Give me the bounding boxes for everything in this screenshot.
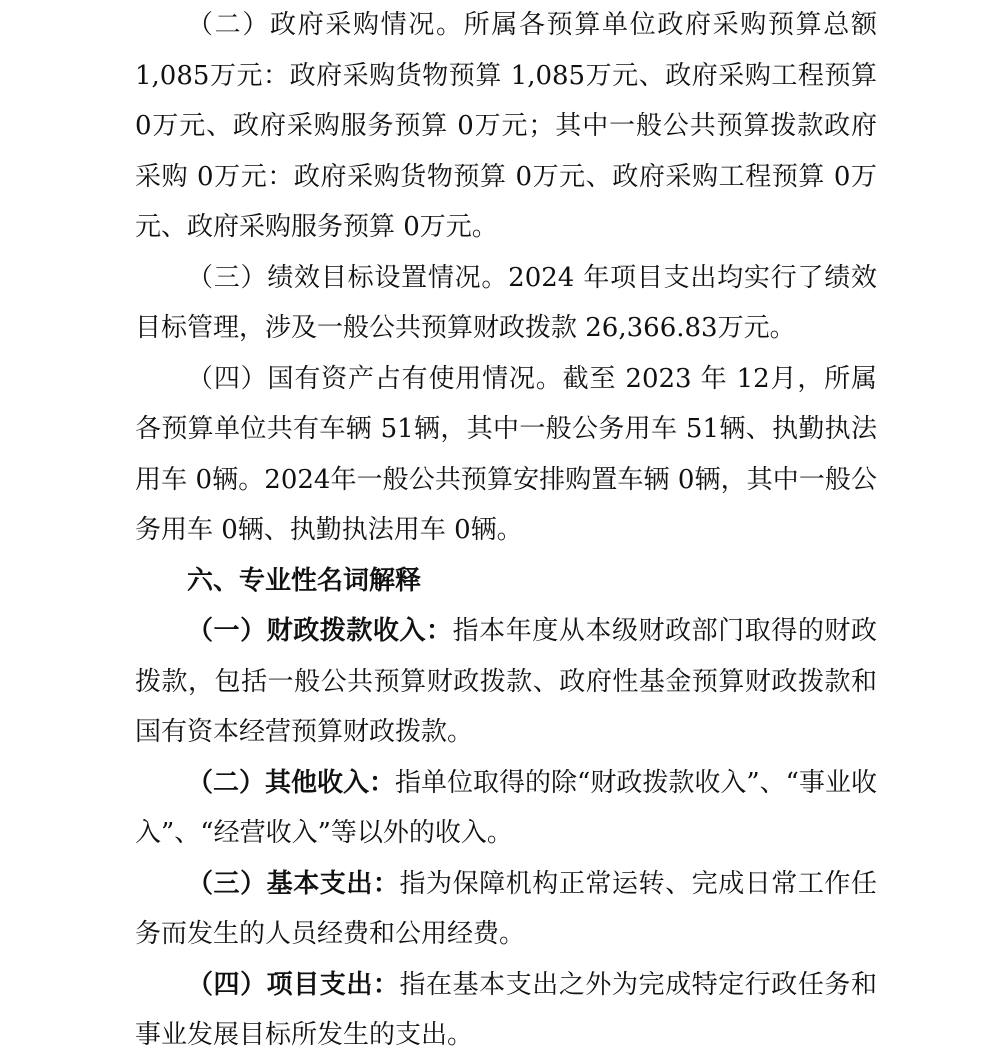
paragraph-state-assets [135, 354, 877, 556]
definition-project-expenditure [135, 960, 877, 1061]
definition-term: （二）其他收入： [187, 767, 396, 798]
definition-text: 指本年度从本级财政部门取得的财政拨款，包括一般公共预算财政拨款、政府性基金预算财政拨款和国有资本经营预算财政拨款。 [135, 616, 877, 747]
paragraph-lead: （三）绩效目标设置情况。 [187, 262, 509, 293]
paragraph-government-procurement [135, 0, 877, 253]
paragraph-text: 截至 2023 年 12月，所属各预算单位共有车辆 51辆，其中一般公务用车 51辆、执勤执法用车 0辆。2024年一般公共预算安排购置车辆 0辆，其中一般公务用车 0辆、执勤执法用车 0辆。 [135, 363, 877, 545]
definition-text: 指为保障机构正常运转、完成日常工作任务而发生的人员经费和公用经费。 [135, 868, 877, 949]
paragraph-lead: （二）政府采购情况。 [187, 10, 464, 40]
definition-fiscal-appropriation-income [135, 606, 877, 758]
definition-text: 指在基本支出之外为完成特定行政任务和事业发展目标所发生的支出。 [135, 969, 877, 1050]
definition-other-income [135, 758, 877, 859]
definition-term: （三）基本支出： [187, 868, 400, 899]
paragraph-performance-targets [135, 253, 877, 354]
definition-text: 指单位取得的除“财政拨款收入”、“事业收入”、“经营收入”等以外的收入。 [135, 767, 877, 848]
definition-term: （四）项目支出： [187, 969, 400, 1000]
section-heading: 六、专业性名词解释 [187, 565, 422, 596]
paragraph-text: 2024 年项目支出均实行了绩效目标管理，涉及一般公共预算财政拨款 26,366.83万元。 [135, 262, 877, 343]
paragraph-text: 所属各预算单位政府采购预算总额1,085万元：政府采购货物预算 1,085万元、政府采购工程预算 0万元、政府采购服务预算 0万元；其中一般公共预算拨款政府采购 0万元：政府采购货物预算 0万元、政府采购工程预算 0万元、政府采购服务预算 0万元。 [135, 10, 877, 242]
paragraph-lead: （四）国有资产占有使用情况。 [187, 363, 563, 394]
document-body [135, 0, 877, 1061]
definition-term: （一）财政拨款收入： [187, 616, 453, 646]
definition-basic-expenditure [135, 859, 877, 960]
